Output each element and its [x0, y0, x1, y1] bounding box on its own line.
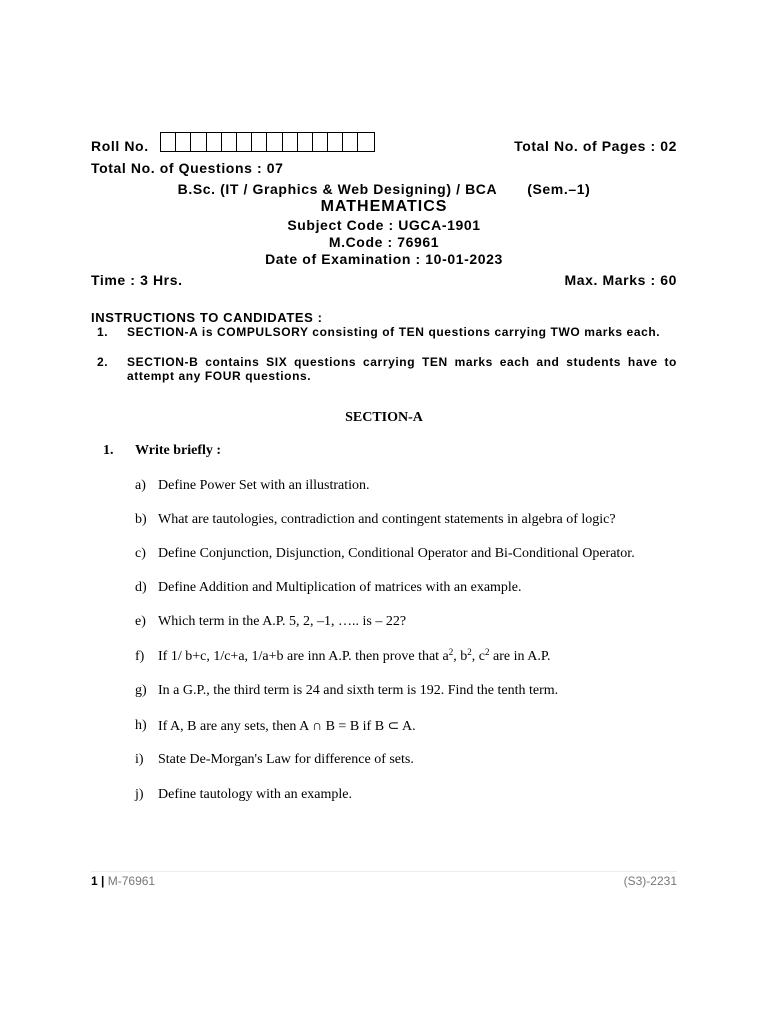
semester: (Sem.–1): [527, 181, 591, 197]
instruction-item: [97, 325, 677, 339]
course-name: B.Sc. (IT / Graphics & Web Designing) / BCA: [177, 181, 498, 197]
part-letter: e): [135, 614, 146, 629]
part-letter: j): [135, 787, 144, 802]
part-letter: d): [135, 580, 147, 595]
total-pages: Total No. of Pages : 02: [514, 138, 677, 154]
part-text: What are tautologies, contradiction and contingent statements in algebra of logic?: [158, 512, 616, 527]
part-text: If 1/ b+c, 1/c+a, 1/a+b are inn A.P. then prove that $a^2$, $b^2$, $c^2$ are in A.P.: [158, 647, 551, 664]
part-letter: a): [135, 478, 146, 493]
total-questions: Total No. of Questions : 07: [91, 160, 284, 176]
roll-number-boxes: [160, 132, 375, 152]
roll-number-label: Roll No.: [91, 138, 149, 154]
question-1: [103, 443, 222, 459]
time-marks-line: [91, 272, 677, 288]
instruction-text: SECTION-A is COMPULSORY consisting of TEN questions carrying TWO marks each.: [127, 325, 661, 339]
question-number: 1.: [103, 443, 114, 458]
exam-date: Date of Examination : 10-01-2023: [265, 251, 503, 267]
footer-left: [91, 874, 155, 888]
part-letter: g): [135, 683, 147, 698]
instruction-item: [97, 355, 677, 383]
section-title: SECTION-A: [345, 410, 423, 425]
part-letter: h): [135, 718, 147, 733]
max-marks: Max. Marks : 60: [564, 272, 677, 288]
instruction-number: 2.: [97, 355, 109, 369]
part-letter: f): [135, 649, 145, 664]
part-text: State De-Morgan's Law for difference of sets.: [158, 752, 414, 767]
footer-code: (S3)-2231: [623, 874, 677, 888]
part-text: Define Power Set with an illustration.: [158, 478, 370, 493]
footer-mcode: M-76961: [107, 874, 156, 888]
page-number: 1: [91, 874, 98, 888]
footer-divider: [91, 871, 677, 872]
instructions-title: INSTRUCTIONS TO CANDIDATES :: [91, 310, 323, 325]
course-line: [91, 181, 677, 197]
question-text: Write briefly :: [135, 443, 222, 458]
part-text: If A, B are any sets, then A ∩ B = B if B ⊂ A.: [158, 719, 416, 734]
part-text: Define Conjunction, Disjunction, Conditional Operator and Bi-Conditional Operator.: [158, 546, 635, 561]
instruction-text: SECTION-B contains SIX questions carrying TEN marks each and students have to attempt any FOUR questions.: [127, 355, 677, 383]
m-code: M.Code : 76961: [328, 234, 440, 250]
footer-separator: |: [101, 874, 105, 888]
part-text: Which term in the A.P. 5, 2, –1, ….. is – 22?: [158, 614, 407, 629]
part-text: Define Addition and Multiplication of matrices with an example.: [158, 580, 522, 595]
part-text: Define tautology with an example.: [158, 787, 352, 802]
part-letter: b): [135, 512, 147, 527]
time-allowed: Time : 3 Hrs.: [91, 272, 183, 288]
instruction-number: 1.: [97, 325, 109, 339]
part-text: In a G.P., the third term is 24 and sixth term is 192. Find the tenth term.: [158, 683, 559, 698]
subject-title: MATHEMATICS: [320, 198, 448, 215]
roll-number-line: [91, 138, 677, 154]
part-letter: i): [135, 752, 144, 767]
subject-code: Subject Code : UGCA-1901: [287, 217, 481, 233]
part-letter: c): [135, 546, 146, 561]
